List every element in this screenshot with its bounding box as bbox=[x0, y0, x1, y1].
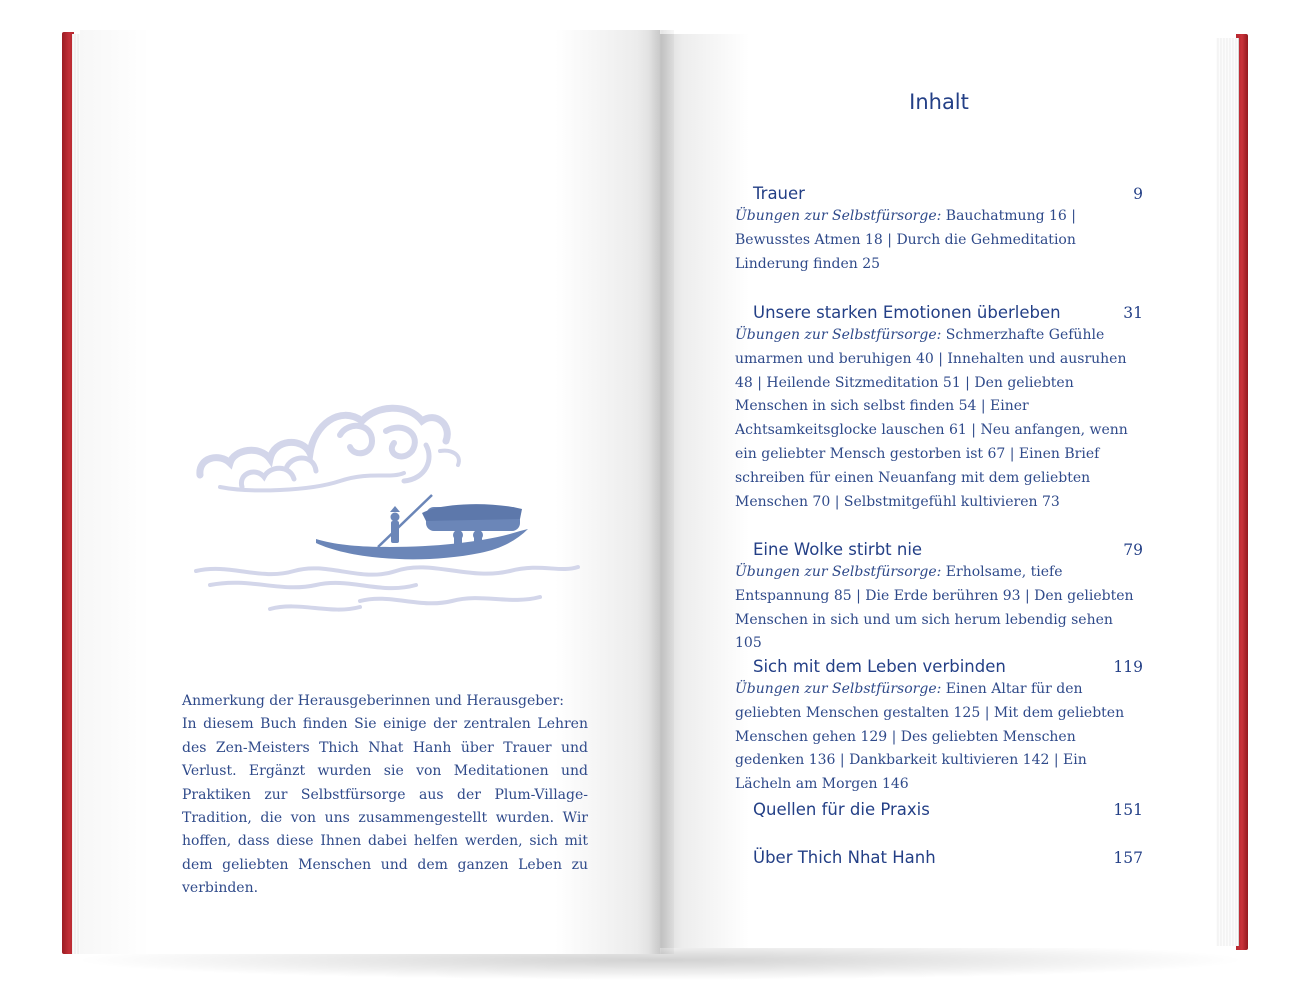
toc-exercises-label: Übungen zur Selbstfürsorge: bbox=[735, 564, 942, 580]
waves-illustration bbox=[196, 567, 578, 610]
toc-page-number: 31 bbox=[1123, 304, 1143, 322]
toc-entry bbox=[735, 540, 1143, 656]
toc-exercises: Schmerzhafte Gefühle umarmen und beruhigen 40 | Innehalten und ausruhen 48 | Heilende Sitzmeditation 51 | Den geliebten Menschen in sich selbst finden 54 | Einer Achtsamkeitsglocke lauschen 61 | Neu anfangen, wenn ein geliebter Mensch gestorben ist 67 | Einen Brief schreiben für einen Neuanfang mit dem geliebten Menschen 70 | Selbstmitgefühl kultivieren 73 bbox=[735, 327, 1128, 510]
page-stack-right bbox=[1212, 38, 1239, 946]
toc-exercises-label: Übungen zur Selbstfürsorge: bbox=[735, 208, 942, 224]
note-text: In diesem Buch finden Sie einige der zentralen Lehren des Zen-Meisters Thich Nhat Hanh über Trauer und Verlust. Ergänzt wurden sie von Meditationen und Praktiken zur Selbstfürsorge aus der Plum-Village-Tradition, die von uns zusammengestellt wurden. Wir hoffen, dass diese Ihnen dabei helfen werden, sich mit dem geliebten Menschen und dem ganzen Leben zu verbinden. bbox=[182, 716, 588, 897]
toc-page-number: 157 bbox=[1113, 849, 1143, 867]
toc-page-number: 151 bbox=[1113, 801, 1143, 819]
toc-exercises: Erholsame, tiefe Entspannung 85 | Die Erde berühren 93 | Den geliebten Menschen in sich und um sich herum lebendig sehen 105 bbox=[735, 564, 1134, 652]
toc-chapter-title: Über Thich Nhat Hanh bbox=[753, 848, 936, 867]
editors-note bbox=[182, 690, 588, 901]
toc-entry bbox=[735, 800, 1143, 819]
toc-exercises: Bauchatmung 16 | Bewusstes Atmen 18 | Durch die Gehmeditation Linderung finden 25 bbox=[735, 208, 1076, 272]
cloud-illustration bbox=[200, 408, 459, 490]
toc-title: Inhalt bbox=[909, 90, 969, 114]
boat-illustration bbox=[316, 495, 528, 559]
toc-page-number: 119 bbox=[1113, 658, 1143, 676]
toc-chapter-title: Sich mit dem Leben verbinden bbox=[753, 657, 1006, 676]
toc-page-number: 9 bbox=[1133, 185, 1143, 203]
toc-chapter-title: Eine Wolke stirbt nie bbox=[753, 540, 923, 559]
toc-chapter-title: Quellen für die Praxis bbox=[753, 800, 930, 819]
toc-exercises-label: Übungen zur Selbstfürsorge: bbox=[735, 327, 942, 343]
book-gutter bbox=[648, 30, 674, 954]
toc-entry bbox=[735, 848, 1143, 867]
toc-entry bbox=[735, 184, 1143, 276]
toc-entry bbox=[735, 303, 1143, 514]
toc-chapter-title: Trauer bbox=[753, 184, 805, 203]
toc-chapter-title: Unsere starken Emotionen überleben bbox=[753, 303, 1061, 322]
toc-entry bbox=[735, 657, 1143, 797]
note-heading: Anmerkung der Herausgeberinnen und Herausgeber: bbox=[182, 693, 564, 709]
boat-and-cloud-illustration bbox=[190, 395, 590, 620]
toc-page-number: 79 bbox=[1123, 541, 1143, 559]
toc-exercises: Einen Altar für den geliebten Menschen gestalten 125 | Mit dem geliebten Menschen gehen 129 | Des geliebten Menschen gedenken 136 | Dankbarkeit kultivieren 142 | Ein Lächeln am Morgen 146 bbox=[735, 681, 1125, 793]
toc-exercises-label: Übungen zur Selbstfürsorge: bbox=[735, 681, 942, 697]
